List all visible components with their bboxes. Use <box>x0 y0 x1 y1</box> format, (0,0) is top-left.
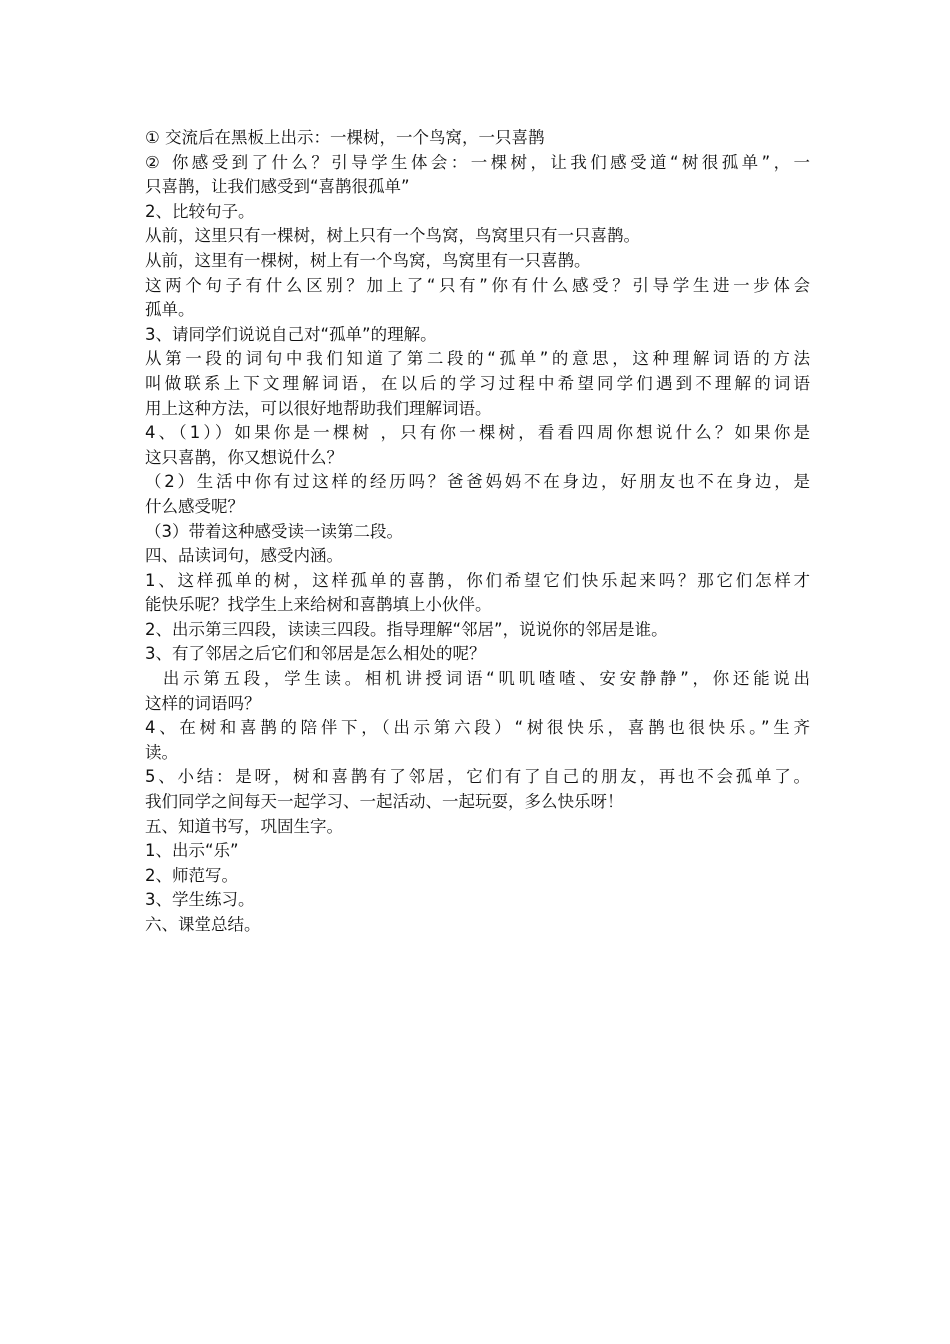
text-line: 五、知道书写，巩固生字。 <box>145 816 343 836</box>
text-line: 什么感受呢？ <box>145 496 244 516</box>
text-line: （3）带着这种感受读一读第二段。 <box>145 521 403 541</box>
text-line: 叫做联系上下文理解词语，在以后的学习过程中希望同学们遇到不理解的词语 <box>145 373 810 393</box>
text-line: 孤单。 <box>145 300 195 320</box>
text-line: （2）生活中你有过这样的经历吗？爸爸妈妈不在身边，好朋友也不在身边，是 <box>145 472 810 492</box>
text-line: ① 交流后在黑板上出示：一棵树，一个鸟窝，一只喜鹊 <box>145 128 545 147</box>
text-line: 5、小结：是呀，树和喜鹊有了邻居，它们有了自己的朋友，再也不会孤单了。 <box>145 767 810 787</box>
text-line: 读。 <box>145 742 178 762</box>
text-line: 四、品读词句，感受内涵。 <box>145 546 343 566</box>
text-line: 我们同学之间每天一起学习、一起活动、一起玩耍，多么快乐呀！ <box>145 792 624 812</box>
text-line: 4、在树和喜鹊的陪伴下，（出示第六段）“树很快乐，喜鹊也很快乐。”生齐 <box>145 718 810 738</box>
text-line: 2、出示第三四段，读读三四段。指导理解“邻居”，说说你的邻居是谁。 <box>145 619 668 639</box>
text-line: 1、这样孤单的树，这样孤单的喜鹊，你们希望它们快乐起来吗？那它们怎样才 <box>145 570 810 590</box>
text-line: 这样的词语吗？ <box>145 693 261 713</box>
text-line: 1、出示“乐” <box>145 841 239 861</box>
text-line: 这两个句子有什么区别？加上了“只有”你有什么感受？引导学生进一步体会 <box>145 275 810 295</box>
text-line: 从前，这里只有一棵树，树上只有一个鸟窝，鸟窝里只有一只喜鹊。 <box>145 226 640 246</box>
text-line: 出示第五段，学生读。相机讲授词语“叽叽喳喳、安安静静”，你还能说出 <box>145 669 810 689</box>
text-line: 能快乐呢？找学生上来给树和喜鹊填上小伙伴。 <box>145 595 492 615</box>
text-line: 3、学生练习。 <box>145 890 255 910</box>
text-line: 用上这种方法，可以很好地帮助我们理解词语。 <box>145 398 492 418</box>
text-line: 从前，这里有一棵树，树上有一个鸟窝，鸟窝里有一只喜鹊。 <box>145 250 591 270</box>
text-line: 从第一段的词句中我们知道了第二段的“孤单”的意思，这种理解词语的方法 <box>145 349 810 369</box>
text-line: 2、比较句子。 <box>145 201 255 221</box>
text-line: 3、请同学们说说自己对“孤单”的理解。 <box>145 324 437 344</box>
text-line: ② 你感受到了什么？引导学生体会：一棵树，让我们感受道“树很孤单”，一 <box>145 152 810 172</box>
text-line: 六、课堂总结。 <box>145 915 261 934</box>
text-line: 这只喜鹊，你又想说什么？ <box>145 447 343 467</box>
text-line: 3、有了邻居之后它们和邻居是怎么相处的呢？ <box>145 644 486 664</box>
text-line: 4、（1））如果你是一棵树 ，只有你一棵树，看看四周你想说什么？如果你是 <box>145 423 810 443</box>
lesson-plan-text <box>145 126 810 938</box>
text-line: 2、师范写。 <box>145 865 238 885</box>
text-line: 只喜鹊，让我们感受到“喜鹊很孤单” <box>145 177 410 197</box>
